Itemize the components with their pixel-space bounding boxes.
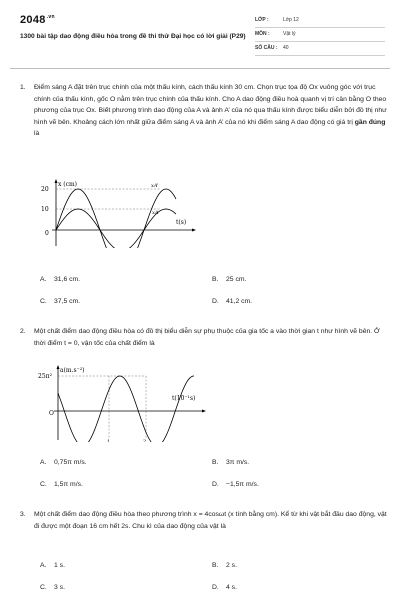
y-tick-label: 0 xyxy=(45,230,49,237)
meta-value: Lớp 12 xyxy=(283,17,299,23)
q1-option-c[interactable]: C. 37,5 cm. xyxy=(40,298,81,305)
q2-option-c[interactable]: C. 1,5π m/s. xyxy=(40,481,83,488)
question-number: 3. xyxy=(20,511,26,518)
meta-row-count xyxy=(255,42,385,56)
q1-option-a[interactable]: A. 31,6 cm. xyxy=(40,276,81,283)
x-axis-arrow xyxy=(202,410,206,413)
meta-value: 40 xyxy=(283,45,289,51)
page-title: 1300 bài tập dao động điều hòa trong đề thi thử Đại học có lời giải (P29) xyxy=(20,33,246,40)
curve-label-xa: xA xyxy=(152,210,159,216)
curve-xa-prime xyxy=(56,189,176,248)
question-number: 2. xyxy=(20,328,26,335)
question-text: Điểm sáng A đặt trên trục chính của một thấu kính, cách thấu kính 30 cm. Chọn trục tọa độ Ox vuông góc với trục chính của thấu kính, gốc O nằm trên trục chính của thấu kính. Cho A dao động điều hoà quanh vị trí cân bằng O theo phương của trục Ox. Biết phương trình dao động của A và ảnh A’ của nó qua thấu kính được biểu diễn bởi đồ thị như hình vẽ bên. Khoảng cách lớn nhất giữa điểm sáng A và ảnh A’ của nó khi điểm sáng A dao động có giá trị gần đúng là xyxy=(34,84,387,137)
q2-option-d[interactable]: D. −1,5π m/s. xyxy=(212,481,259,488)
meta-label: MÔN : xyxy=(255,31,270,37)
meta-info xyxy=(255,14,385,56)
site-logo[interactable]: $2048^{.vn}$ xyxy=(20,14,55,26)
question-number: 1. xyxy=(20,84,26,91)
meta-row-subject xyxy=(255,28,385,42)
meta-row-class xyxy=(255,14,385,28)
origin-label: O xyxy=(49,410,54,417)
q2-graph xyxy=(36,364,206,442)
x-tick-label: 2 xyxy=(143,439,147,442)
x-tick-label: 1 xyxy=(107,439,111,442)
q1-graph xyxy=(36,178,196,248)
y-axis-label: x (cm) xyxy=(58,181,78,188)
q1-option-b[interactable]: B. 25 cm. xyxy=(212,276,247,283)
header-divider xyxy=(10,68,390,69)
q3-option-a[interactable]: A. 1 s. xyxy=(40,562,65,569)
y-axis-label: a(m.s⁻²) xyxy=(60,367,85,374)
meta-value: Vật lý xyxy=(283,31,296,37)
meta-label: LỚP : xyxy=(255,17,269,23)
q2-option-a[interactable]: A. 0,75π m/s. xyxy=(40,459,87,466)
header xyxy=(0,0,400,62)
q1-option-d[interactable]: D. 41,2 cm. xyxy=(212,298,253,305)
meta-label: SỐ CÂU : xyxy=(255,45,278,51)
acceleration-curve xyxy=(58,376,194,442)
curve-label-xa-prime: xA’ xyxy=(151,183,159,189)
x-axis-label: t(10⁻¹s) xyxy=(172,395,196,402)
q3-option-d[interactable]: D. 4 s. xyxy=(212,584,237,591)
question-text: Một chất điểm dao động điều hòa có đồ thị biểu diễn sự phụ thuộc của gia tốc a vào thời gian t như hình vẽ bên. Ở thời điểm t = 0, vận tốc của chất điểm là xyxy=(34,328,380,347)
y-tick-label: 20 xyxy=(41,186,49,193)
q2-option-b[interactable]: B. 3π m/s. xyxy=(212,459,250,466)
q3-option-c[interactable]: C. 3 s. xyxy=(40,584,65,591)
x-axis-label: t(s) xyxy=(176,219,187,226)
question-text: Một chất điểm dao động điều hòa theo phương trình x = 4cosωt (x tính bằng cm). Kể từ khi vật bắt đầu dao động, vật đi được một đoạn 16 cm hết 2s. Chu kì của dao động của vật là xyxy=(34,511,387,530)
y-tick-label: 25π² xyxy=(38,373,52,380)
q3-option-b[interactable]: B. 2 s. xyxy=(212,562,237,569)
x-axis-arrow xyxy=(192,229,196,232)
y-tick-label: 10 xyxy=(41,206,49,213)
